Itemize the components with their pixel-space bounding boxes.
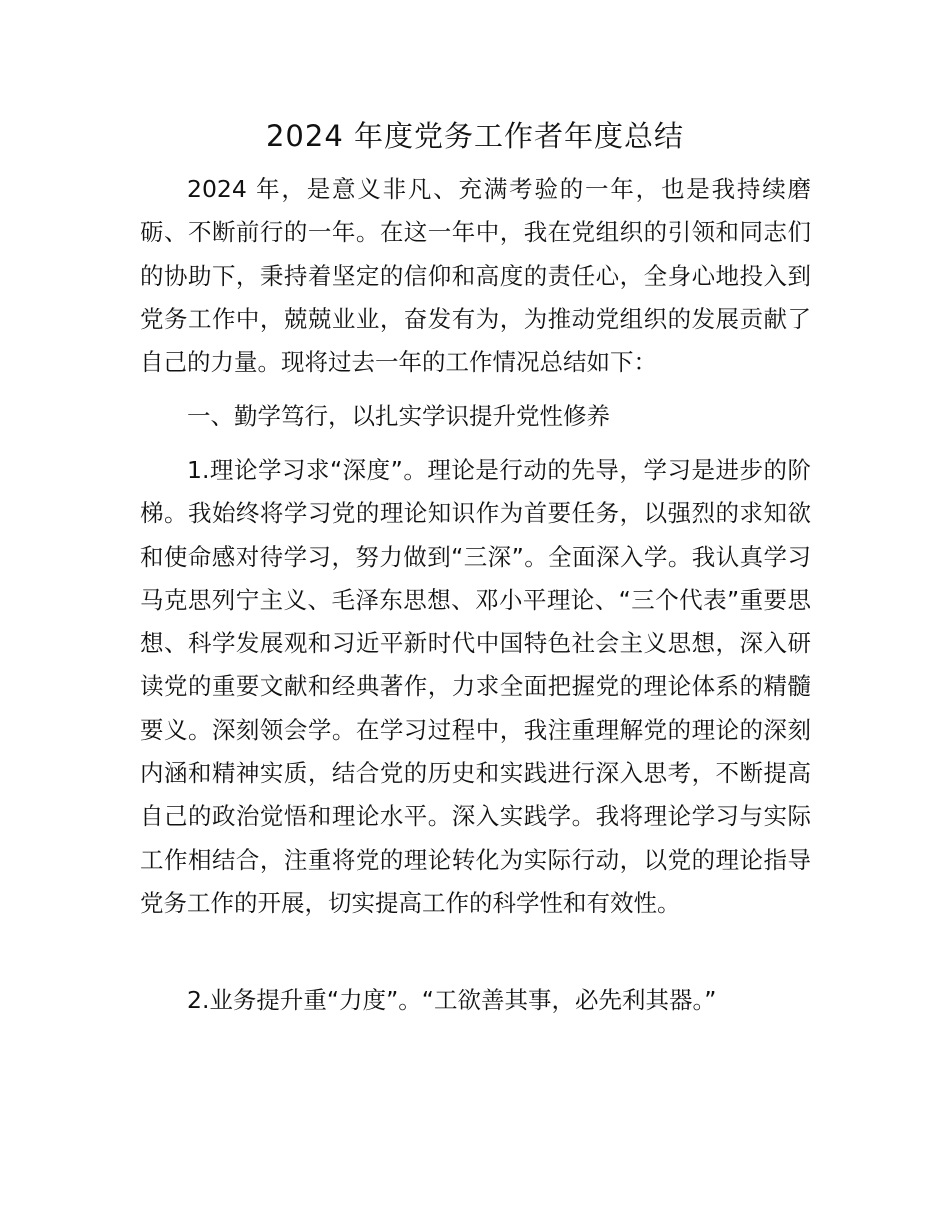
intro-paragraph: 2024 年，是意义非凡、充满考验的一年，也是我持续磨砺、不断前行的一年。在这一年中，我在党组织的引领和同志们的协助下，秉持着坚定的信仰和高度的责任心，全身心地投入到党务工作中，兢兢业业，奋发有为，为推动党组织的发展贡献了自己的力量。现将过去一年的工作情况总结如下： xyxy=(140,175,811,377)
document-title: 2024 年度党务工作者年度总结 xyxy=(265,119,685,153)
theory-study-paragraph: 1.理论学习求“深度”。理论是行动的先导，学习是进步的阶梯。我始终将学习党的理论知识作为首要任务，以强烈的求知欲和使命感对待学习，努力做到“三深”。全面深入学。我认真学习马克思列宁主义、毛泽东思想、邓小平理论、“三个代表”重要思想、科学发展观和习近平新时代中国特色社会主义思想，深入研读党的重要文献和经典著作，力求全面把握党的理论体系的精髓要义。深刻领会学。在学习过程中，我注重理解党的理论的深刻内涵和精神实质，结合党的历史和实践进行深入思考，不断提高自己的政治觉悟和理论水平。深入实践学。我将理论学习与实际工作相结合，注重将党的理论转化为实际行动，以党的理论指导党务工作的开展，切实提高工作的科学性和有效性。 xyxy=(140,456,811,917)
section-heading: 一、勤学笃行，以扎实学识提升党性修养 xyxy=(187,402,610,430)
business-improvement-paragraph: 2.业务提升重“力度”。“工欲善其事，必先利其器。” xyxy=(187,986,717,1014)
